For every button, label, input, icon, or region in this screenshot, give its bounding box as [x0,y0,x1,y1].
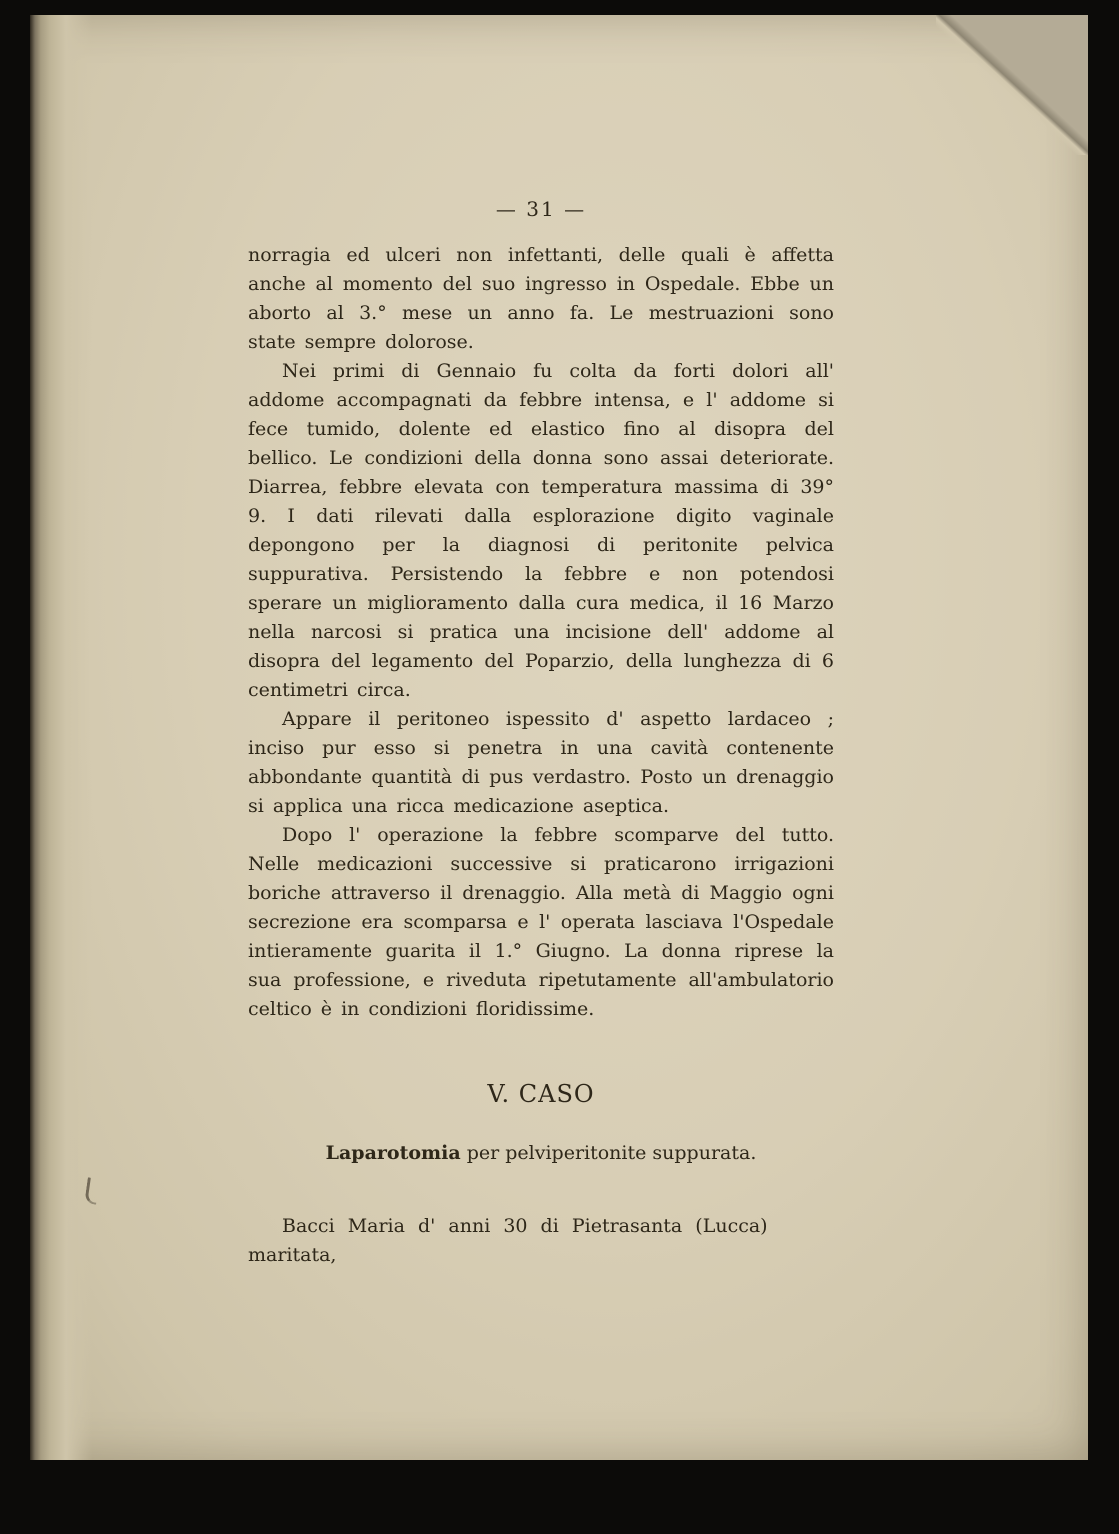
ink-mark [84,1177,100,1204]
text-column [248,197,834,1270]
case-subtitle-lead: Laparotomia [325,1142,461,1164]
body-text [248,241,834,1024]
page-number: — 31 — [495,197,587,221]
paragraph: Appare il peritoneo ispessito d' aspetto lardaceo ; inciso pur esso si penetra in una cavità contenente abbondante quantità di pus verdastro. Posto un drenaggio si applica una ricca medicazione aseptica. [248,708,834,817]
paragraph: norragia ed ulceri non infettanti, delle quali è affetta anche al momento del suo ingresso in Ospedale. Ebbe un aborto al 3.° mese un anno fa. Le mestruazioni sono state sempre dolorose. [248,244,834,353]
case-heading: V. CASO [487,1080,595,1108]
page-paper [30,15,1088,1460]
case-subtitle-rest: per pelviperitonite suppurata. [460,1142,757,1164]
paragraph: Nei primi di Gennaio fu colta da forti dolori all' addome accompagnati da febbre intensa, e l' addome si fece tumido, dolente ed elastico fino al disopra del bellico. Le condizioni della donna sono assai deteriorate. Diarrea, febbre elevata con temperatura massima di 39° 9. I dati rilevati dalla esplorazione digito vaginale depongono per la diagnosi di peritonite pelvica suppurativa. Persistendo la febbre e non potendosi sperare un miglioramento dalla cura medica, il 16 Marzo nella narcosi si pratica una incisione dell' addome al disopra del legamento del Poparzio, della lunghezza di 6 centimetri circa. [248,360,834,701]
case-subtitle [248,1142,834,1164]
corner-fold [936,15,1088,155]
paragraph: Dopo l' operazione la febbre scomparve del tutto. Nelle medicazioni successive si praticarono irrigazioni boriche attraverso il drenaggio. Alla metà di Maggio ogni secrezione era scomparsa e l' operata lasciava l'Ospedale intieramente guarita il 1.° Giugno. La donna riprese la sua professione, e riveduta ripetutamente all'ambulatorio celtico è in condizioni floridissime. [248,824,834,1020]
binding-edge [30,15,92,1460]
case-opening: Bacci Maria d' anni 30 di Pietrasanta (Lucca) maritata, [248,1215,768,1266]
